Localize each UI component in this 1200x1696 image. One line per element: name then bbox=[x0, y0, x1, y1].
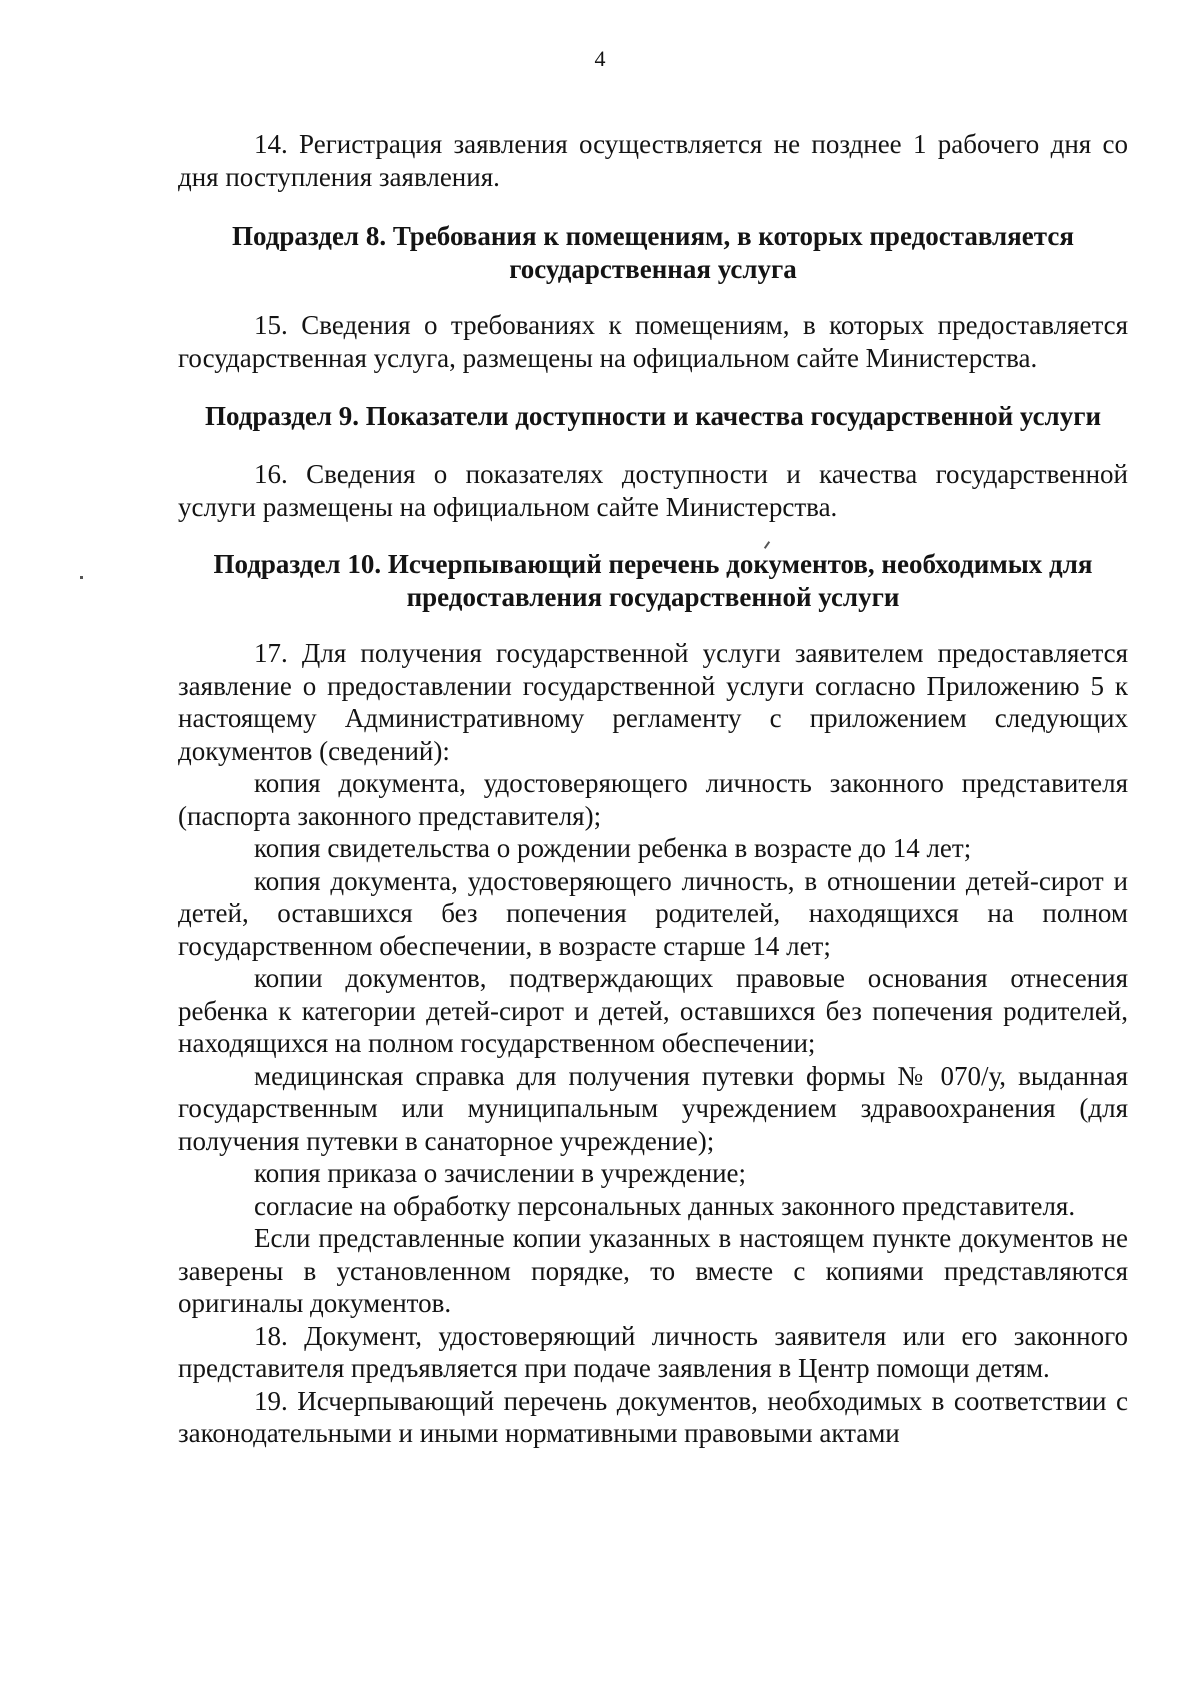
paragraph-15 bbox=[178, 309, 1128, 374]
document-list-item: копия документа, удостоверяющего личность законного представителя (паспорта законного представителя); bbox=[178, 768, 1128, 831]
paragraph-18-text: 18. Документ, удостоверяющий личность заявителя или его законного представителя предъявляется при подаче заявления в Центр помощи детям. bbox=[178, 1320, 1128, 1383]
paragraph-15-text: 15. Сведения о требованиях к помещениям, в которых предоставляется государственная услуга, размещены на официальном сайте Министерства. bbox=[178, 310, 1128, 373]
paragraph-17-text: 17. Для получения государственной услуги заявителем предоставляется заявление о предоставлении государственной услуги согласно Приложению 5 к настоящему Административному регламенту с приложением следующих документов (сведений): bbox=[178, 638, 1128, 766]
document-list-item: копия документа, удостоверяющего личность, в отношении детей-сирот и детей, оставшихся без попечения родителей, находящихся на полном государственном обеспечении, в возрасте старше 14 лет; bbox=[178, 865, 1128, 961]
page-number: 4 bbox=[594, 46, 606, 71]
document-list-item: копия приказа о зачислении в учреждение; bbox=[254, 1158, 747, 1188]
heading-subsection-10: Подраздел 10. Исчерпывающий перечень документов, необходимых для предоставления государственной услуги bbox=[213, 549, 1093, 612]
paragraph-16-text: 16. Сведения о показателях доступности и качества государственной услуги размещены на официальном сайте Министерства. bbox=[178, 459, 1128, 522]
paragraph-17 bbox=[178, 637, 1128, 1450]
heading-subsection-9: Подраздел 9. Показатели доступности и качества государственной услуги bbox=[204, 401, 1102, 431]
paragraph-16 bbox=[178, 458, 1128, 523]
document-list-item: согласие на обработку персональных данных законного представителя. bbox=[254, 1190, 1076, 1221]
document-list-item: медицинская справка для получения путевки формы № 070/у, выданная государственным или муниципальным учреждением здравоохранения (для получения путевки в санаторное учреждение); bbox=[178, 1060, 1128, 1156]
paragraph-14-text: 14. Регистрация заявления осуществляется не позднее 1 рабочего дня со дня поступления заявления. bbox=[178, 129, 1128, 192]
document-list-item: копии документов, подтверждающих правовые основания отнесения ребенка к категории детей-сирот и детей, оставшихся без попечения родителей, находящихся на полном государственном обеспечении; bbox=[178, 963, 1128, 1058]
paragraph-14 bbox=[178, 128, 1128, 193]
scan-dot-mark bbox=[80, 576, 83, 579]
paragraph-19-text: 19. Исчерпывающий перечень документов, необходимых в соответствии с законодательными и иными нормативными правовыми актами bbox=[178, 1385, 1128, 1448]
heading-subsection-8: Подраздел 8. Требования к помещениям, в которых предоставляется государственная услуга bbox=[232, 221, 1074, 284]
document-list-item: копия свидетельства о рождении ребенка в возрасте до 14 лет; bbox=[254, 833, 972, 863]
originals-note: Если представленные копии указанных в настоящем пункте документов не заверены в установленном порядке, то вместе с копиями представляются оригиналы документов. bbox=[178, 1223, 1128, 1318]
